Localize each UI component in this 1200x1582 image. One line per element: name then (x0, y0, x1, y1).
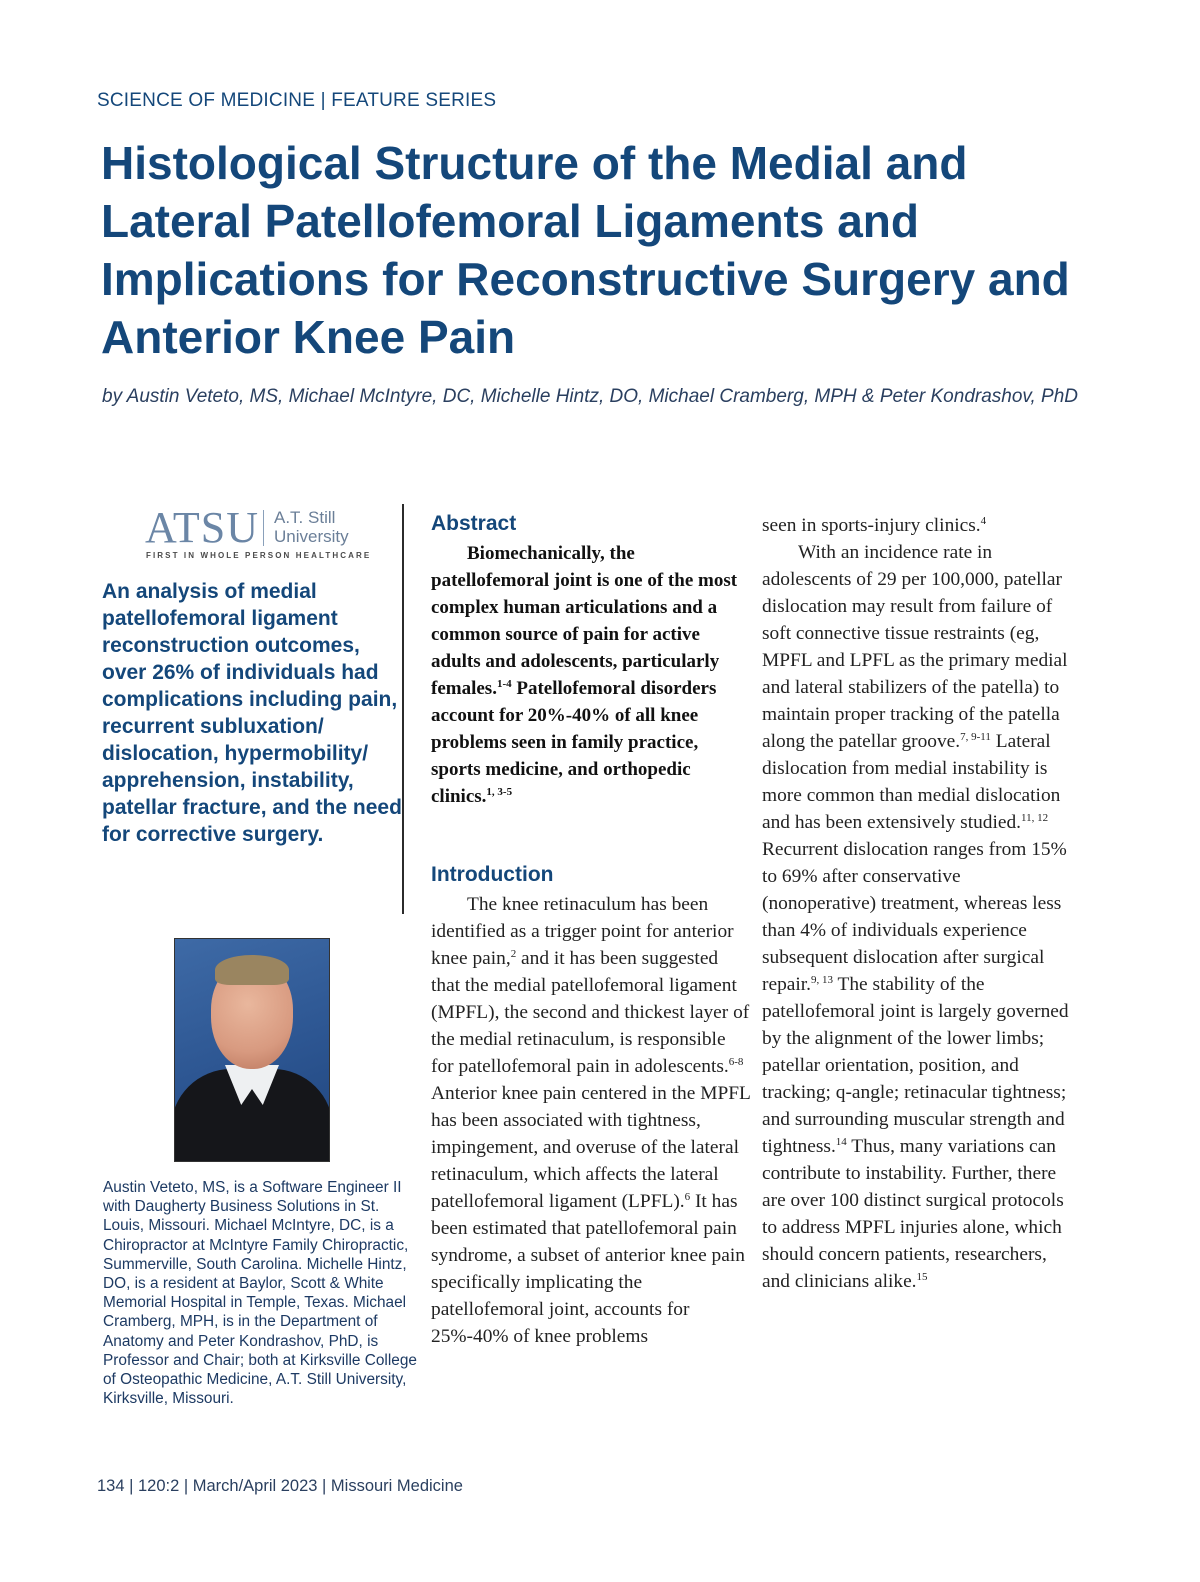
abstract-text: Biomechanically, the patellofemoral joint is one of the most complex human articulations and a common source of pain for active adults and adolescents, particularly females.$^{1-4}$ Patellofemoral disorders account for 20%-40% of all knee problems seen in family practice, sports medicine, and orthopedic clinics.$^{1, 3-5}$ (431, 543, 738, 807)
abstract-heading: Abstract (431, 512, 517, 535)
logo-tagline: FIRST IN WHOLE PERSON HEALTHCARE (146, 551, 372, 560)
pull-quote: An analysis of medial patellofemoral ligament reconstruction outcomes, over 26% of individuals had complications including pain, recurrent subluxation/ dislocation, hypermobility/ apprehension, instability, patellar fracture, and the need for corrective surgery. (102, 580, 402, 846)
introduction-continued-text: seen in sports-injury clinics.$^4$ With an incidence rate in adolescents of 29 per 100,000, patellar dislocation may result from failure of soft connective tissue restraints (eg, MPFL and LPFL as the primary medial and lateral stabilizers of the patella) to maintain proper tracking of the patella along the patellar groove.$^{7, 9-11}$ Lateral dislocation from medial instability is more common than medial dislocation and has been extensively studied.$^{11, 12}$ Recurrent dislocation ranges from 15% to 69% after conservative (nonoperative) treatment, whereas less than 4% of individuals experience subsequent dislocation after surgical repair.$^{9, 13}$ The stability of the patellofemoral joint is largely governed by the alignment of the lower limbs; patellar orientation, position, and tracking; q-angle; retinacular tightness; and surrounding muscular strength and tightness.$^{14}$ Thus, many variations can contribute to instability. Further, there are over 100 distinct surgical protocols to address MPFL injuries alone, which should concern patients, researchers, and clinicians alike.$^{15}$ (762, 512, 1074, 1295)
author-bio: Austin Veteto, MS, is a Software Engineer II with Daugherty Business Solutions in St. Louis, Missouri. Michael McIntyre, DC, is a Chiropractor at McIntyre Family Chiropractic, Summerville, South Carolina. Michelle Hintz, DO, is a resident at Baylor, Scott & White Memorial Hospital in Temple, Texas. Michael Cramberg, MPH, is in the Department of Anatomy and Peter Kondrashov, PhD, is Professor and Chair; both at Kirksville College of Osteopathic Medicine, A.T. Still University, Kirksville, Missouri. (103, 1179, 417, 1408)
logo-mark: ATSU (145, 503, 260, 552)
series-label: SCIENCE OF MEDICINE | FEATURE SERIES (97, 90, 497, 111)
article-title: Histological Structure of the Medial and Lateral Patellofemoral Ligaments and Implications for Reconstructive Surgery and Anterior Knee Pain (101, 137, 1070, 363)
author-photo (174, 938, 330, 1162)
author-byline: by Austin Veteto, MS, Michael McIntyre, DC, Michelle Hintz, DO, Michael Cramberg, MPH & Peter Kondrashov, PhD (102, 386, 1079, 407)
column-divider (402, 504, 404, 914)
introduction-text: The knee retinaculum has been identified as a trigger point for anterior knee pain,$^2$ and it has been suggested that the medial patellofemoral ligament (MPFL), the second and thickest layer of the medial retinaculum, is responsible for patellofemoral pain in adolescents.$^{6-8}$ Anterior knee pain centered in the MPFL has been associated with tightness, impingement, and overuse of the lateral retinaculum, which affects the lateral patellofemoral ligament (LPFL).$^6$ It has been estimated that patellofemoral pain syndrome, a subset of anterior knee pain specifically implicating the patellofemoral joint, accounts for 25%-40% of knee problems (431, 894, 751, 1347)
atsu-logo (145, 504, 375, 564)
logo-divider (263, 510, 264, 546)
logo-university-name: A.T. Still University (274, 508, 349, 546)
paragraph: With an incidence rate in adolescents of 29 per 100,000, patellar dislocation may result from failure of soft connective tissue restraints (eg, MPFL and LPFL as the primary medial and lateral stabilizers of the patella) to maintain proper tracking of the patella along the patellar groove.$^{7, 9-11}$ Lateral dislocation from medial instability is more common than medial dislocation and has been extensively studied.$^{11, 12}$ Recurrent dislocation ranges from 15% to 69% after conservative (nonoperative) treatment, whereas less than 4% of individuals experience subsequent dislocation after surgical repair.$^{9, 13}$ The stability of the patellofemoral joint is largely governed by the alignment of the lower limbs; patellar orientation, position, and tracking; q-angle; retinacular tightness; and surrounding muscular strength and tightness.$^{14}$ Thus, many variations can contribute to instability. Further, there are over 100 distinct surgical protocols to address MPFL injuries alone, which should concern patients, researchers, and clinicians alike.$^{15}$ (762, 542, 1069, 1292)
page-footer: 134 | 120:2 | March/April 2023 | Missouri Medicine (97, 1477, 463, 1495)
introduction-heading: Introduction (431, 863, 554, 886)
